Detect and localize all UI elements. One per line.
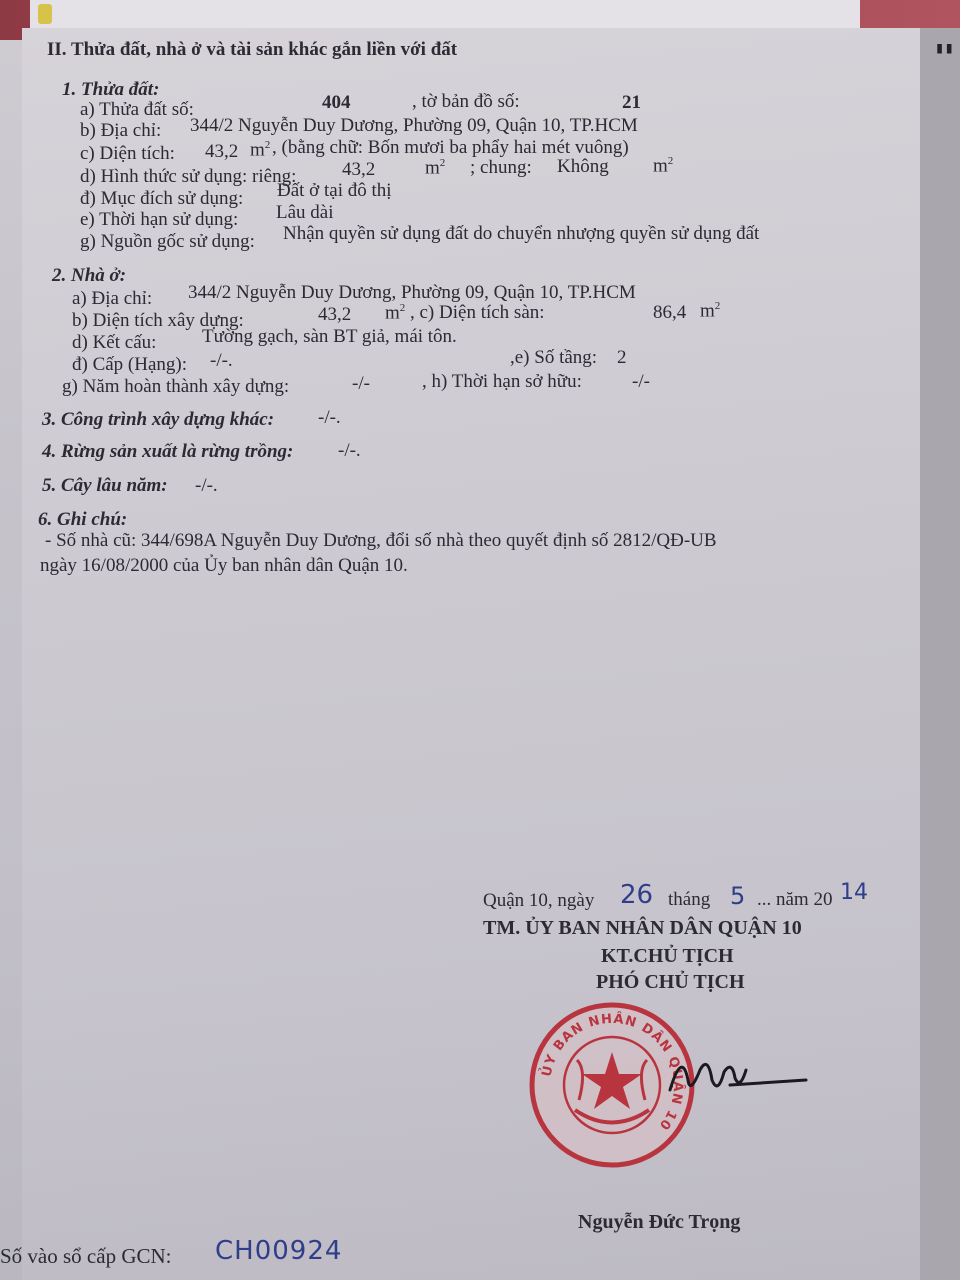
land-map-label: , tờ bản đồ số: (412, 91, 520, 112)
svg-text:ỦY BAN NHÂN DÂN QUẬN 10: ỦY BAN NHÂN DÂN QUẬN 10 (539, 1011, 686, 1133)
notes-line-2: ngày 16/08/2000 của Ủy ban nhân dân Quận 10. (40, 555, 408, 576)
house-address-label: a) Địa chỉ: (72, 288, 153, 309)
forest-heading: 4. Rừng sản xuất là rừng trồng: (42, 441, 294, 462)
handwritten-day: 26 (620, 880, 654, 910)
land-address-value: 344/2 Nguyễn Duy Dương, Phường 09, Quận 10, TP.HCM (190, 115, 638, 136)
place-date-prefix: Quận 10, ngày (483, 890, 595, 911)
house-grade-label: đ) Cấp (Hạng): (72, 354, 188, 375)
top-paper-edge (30, 0, 860, 30)
year-prefix: ... năm 20 (757, 889, 833, 910)
land-use-form-label: d) Hình thức sử dụng: riêng: (80, 166, 297, 187)
land-origin-label: g) Nguồn gốc sử dụng: (80, 231, 255, 252)
house-structure-label: d) Kết cấu: (72, 332, 157, 353)
house-floors-value: 2 (617, 347, 627, 368)
land-term-value: Lâu dài (276, 202, 334, 223)
land-map-number: 21 (622, 92, 641, 113)
land-area-unit: $m^2$ (250, 139, 271, 161)
other-construction-value: -/-. (318, 407, 341, 428)
house-floor-area-unit: $m^2$ (700, 300, 721, 322)
house-grade-value: -/-. (210, 350, 233, 371)
role-title: PHÓ CHỦ TỊCH (596, 971, 745, 993)
land-area-value: 43,2 (205, 141, 239, 162)
signer-name: Nguyễn Đức Trọng (578, 1211, 741, 1233)
forest-value: -/-. (338, 440, 361, 461)
house-completion-value: -/- (352, 373, 370, 394)
land-purpose-value: Đất ở tại đô thị (277, 180, 392, 201)
house-heading: 2. Nhà ở: (52, 265, 127, 286)
section-title: II. Thửa đất, nhà ở và tài sản khác gắn liền với đất (47, 39, 458, 60)
binder-clip (38, 4, 52, 24)
land-use-common-unit: $m^2$ (653, 155, 674, 177)
perennial-value: -/-. (195, 475, 218, 496)
house-footprint-unit: $m^2$ (385, 302, 406, 324)
house-structure-value: Tường gạch, sàn BT giả, mái tôn. (202, 326, 457, 347)
house-ownership-term-value: -/- (632, 371, 650, 392)
right-paper-edge (920, 28, 960, 1280)
land-use-common-label: ; chung: (470, 157, 532, 178)
house-footprint-label: b) Diện tích xây dựng: (72, 310, 244, 331)
other-construction-heading: 3. Công trình xây dựng khác: (42, 409, 275, 430)
house-floors-label: ,e) Số tầng: (510, 347, 598, 368)
land-address-label: b) Địa chỉ: (80, 120, 162, 141)
handwritten-month: 5 (730, 882, 746, 910)
land-area-label: c) Diện tích: (80, 143, 175, 164)
house-footprint-value: 43,2 (318, 304, 352, 325)
perennial-heading: 5. Cây lâu năm: (42, 475, 168, 496)
org-title: TM. ỦY BAN NHÂN DÂN QUẬN 10 (483, 917, 802, 939)
month-label: tháng (668, 889, 711, 910)
land-heading: 1. Thửa đất: (62, 79, 160, 100)
house-completion-label: g) Năm hoàn thành xây dựng: (62, 376, 290, 397)
land-origin-value: Nhận quyền sử dụng đất do chuyển nhượng quyền sử dụng đất (283, 223, 760, 244)
kt-title: KT.CHỦ TỊCH (601, 945, 734, 967)
land-parcel-number: 404 (322, 92, 351, 113)
land-term-label: e) Thời hạn sử dụng: (80, 209, 239, 230)
land-use-private-value: 43,2 (342, 159, 376, 180)
land-parcel-label: a) Thửa đất số: (80, 99, 194, 120)
house-floor-area-label: , c) Diện tích sàn: (410, 302, 545, 323)
land-purpose-label: đ) Mục đích sử dụng: (80, 188, 244, 209)
house-floor-area-value: 86,4 (653, 302, 687, 323)
land-use-common-value: Không (557, 156, 609, 177)
edge-marks: ▮▮ (934, 38, 954, 57)
register-label: Số vào sổ cấp GCN: (0, 1244, 172, 1268)
land-use-private-unit: $m^2$ (425, 157, 446, 179)
handwritten-year: 14 (840, 880, 868, 905)
register-number-handwritten: CH00924 (215, 1236, 343, 1266)
house-address-value: 344/2 Nguyễn Duy Dương, Phường 09, Quận 10, TP.HCM (188, 282, 636, 303)
house-ownership-term-label: , h) Thời hạn sở hữu: (422, 371, 582, 392)
signature-mark (660, 1040, 810, 1110)
notes-line-1: - Số nhà cũ: 344/698A Nguyễn Duy Dương, đổi số nhà theo quyết định số 2812/QĐ-UB (45, 530, 717, 551)
land-area-words: , (bằng chữ: Bốn mươi ba phẩy hai mét vuông) (272, 137, 629, 158)
notes-heading: 6. Ghi chú: (38, 509, 128, 530)
